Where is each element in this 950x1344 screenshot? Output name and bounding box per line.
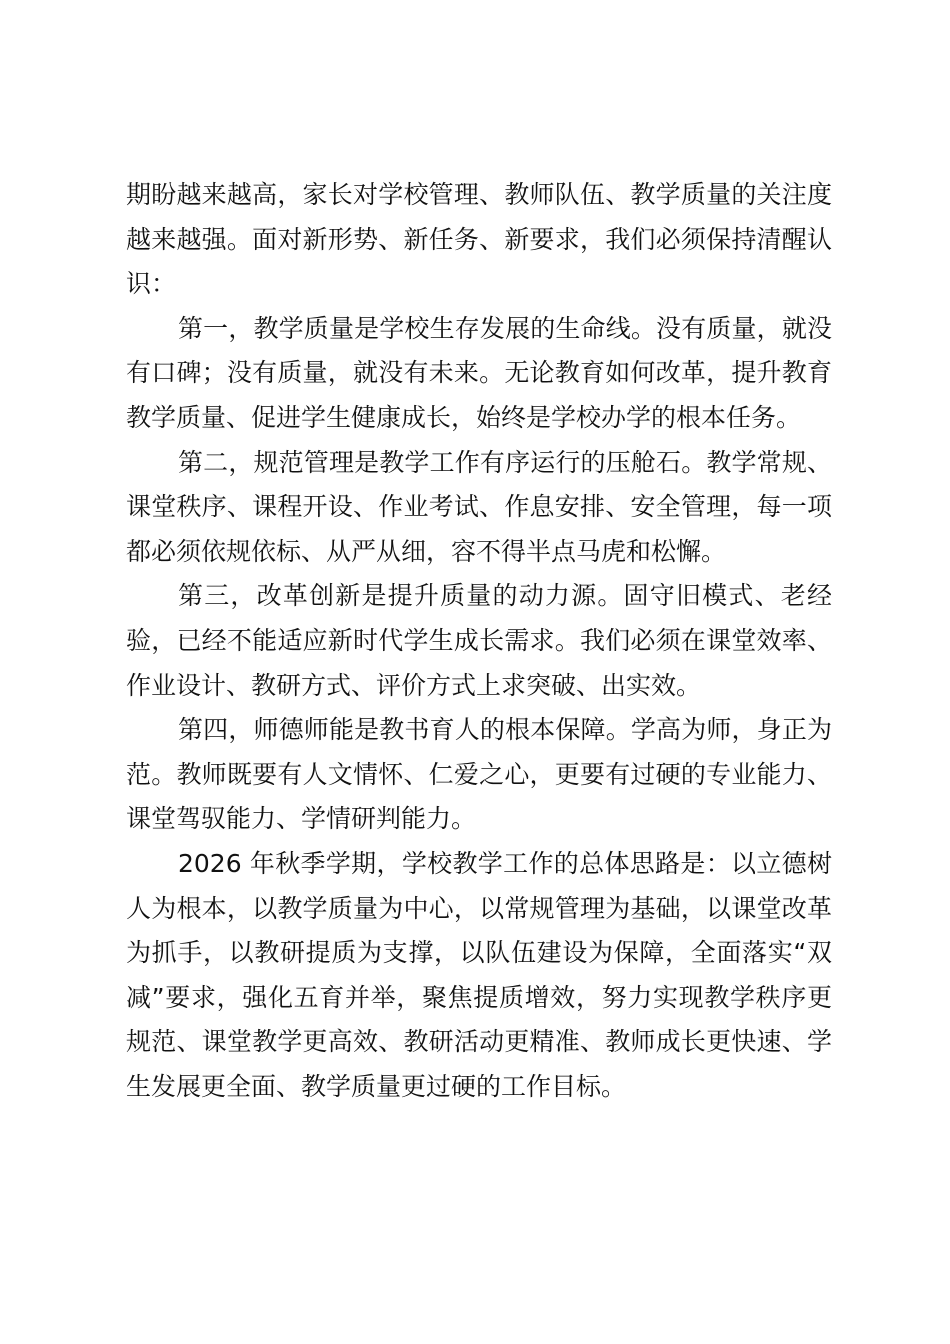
document-body (126, 173, 832, 1109)
paragraph-third-point: 第三，改革创新是提升质量的动力源。固守旧模式、老经验，已经不能适应新时代学生成长需求。我们必须在课堂效率、作业设计、教研方式、评价方式上求突破、出实效。 (126, 581, 832, 700)
paragraph-continuation: 期盼越来越高，家长对学校管理、教师队伍、教学质量的关注度越来越强。面对新形势、新任务、新要求，我们必须保持清醒认识： (126, 180, 832, 299)
paragraph-second-point: 第二，规范管理是教学工作有序运行的压舱石。教学常规、课堂秩序、课程开设、作业考试、作息安排、安全管理，每一项都必须依规依标、从严从细，容不得半点马虎和松懈。 (126, 447, 832, 566)
paragraph-first-point: 第一，教学质量是学校生存发展的生命线。没有质量，就没有口碑；没有质量，就没有未来。无论教育如何改革，提升教育教学质量、促进学生健康成长，始终是学校办学的根本任务。 (126, 313, 832, 432)
paragraph-overall-plan: 2026 年秋季学期，学校教学工作的总体思路是：以立德树人为根本，以教学质量为中心，以常规管理为基础，以课堂改革为抓手，以教研提质为支撑，以队伍建设为保障，全面落实“双减”要求，强化五育并举，聚焦提质增效，努力实现教学秩序更规范、课堂教学更高效、教研活动更精准、教师成长更快速、学生发展更全面、教学质量更过硬的工作目标。 (126, 848, 832, 1101)
paragraph-fourth-point: 第四，师德师能是教书育人的根本保障。学高为师，身正为范。教师既要有人文情怀、仁爱之心，更要有过硬的专业能力、课堂驾驭能力、学情研判能力。 (126, 715, 832, 834)
